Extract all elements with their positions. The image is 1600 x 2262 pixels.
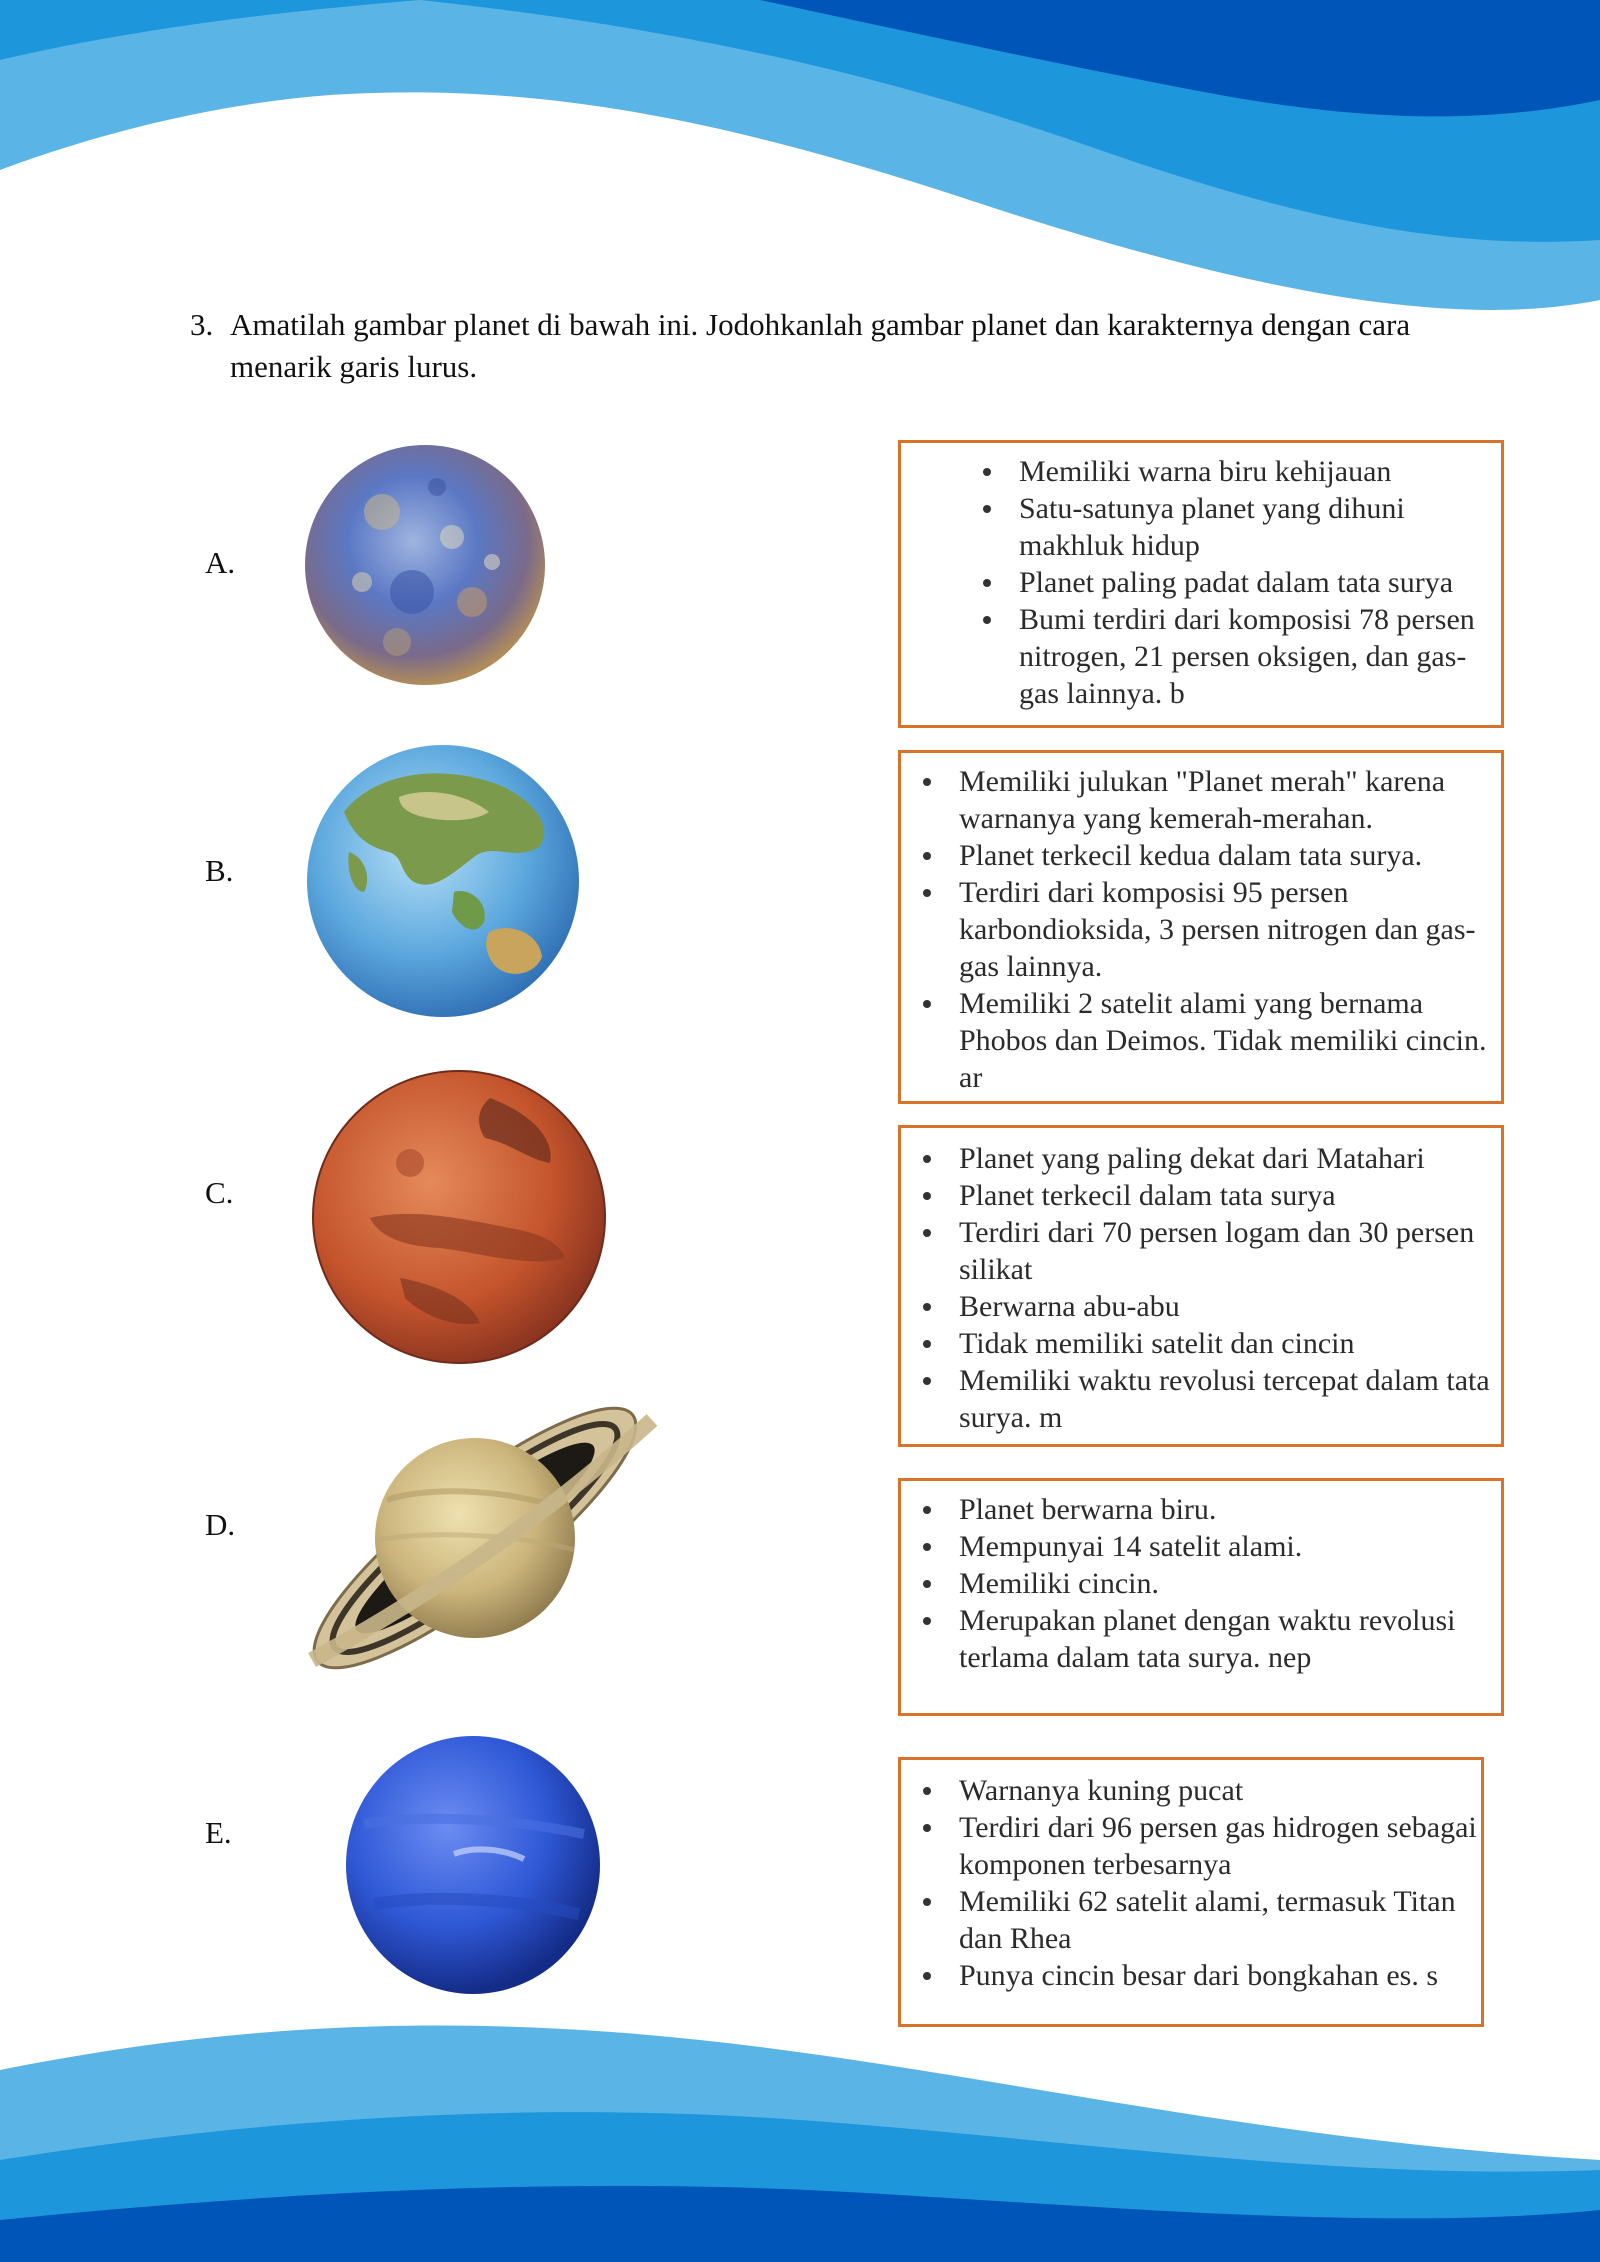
header-wave-decoration	[0, 0, 1600, 330]
list-item: Planet terkecil kedua dalam tata surya.	[959, 837, 1501, 874]
list-item: Satu-satunya planet yang dihuni makhluk hidup	[1019, 490, 1501, 564]
characteristics-list-5	[959, 1772, 1481, 1994]
planet-saturn-image	[282, 1390, 668, 1686]
option-letter-e: E.	[205, 1815, 232, 1850]
planet-mercury-image	[302, 442, 548, 688]
planet-earth-image	[304, 742, 582, 1020]
characteristics-box-1	[898, 440, 1504, 728]
option-letter-a: A.	[205, 545, 236, 580]
list-item: Terdiri dari komposisi 95 persen karbondioksida, 3 persen nitrogen dan gas-gas lainnya.	[959, 874, 1501, 985]
planet-neptune-image	[344, 1734, 602, 1996]
list-item: Memiliki 62 satelit alami, termasuk Titan dan Rhea	[959, 1883, 1481, 1957]
list-item: Planet yang paling dekat dari Matahari	[959, 1140, 1501, 1177]
list-item: Planet berwarna biru.	[959, 1491, 1501, 1528]
planet-mars-image	[310, 1068, 608, 1366]
list-item: Planet terkecil dalam tata surya	[959, 1177, 1501, 1214]
characteristics-box-4	[898, 1478, 1504, 1716]
list-item: Memiliki waktu revolusi tercepat dalam tata surya. m	[959, 1362, 1501, 1436]
list-item: Terdiri dari 96 persen gas hidrogen sebagai komponen terbesarnya	[959, 1809, 1481, 1883]
question-text: Amatilah gambar planet di bawah ini. Jodohkanlah gambar planet dan karakternya dengan cara menarik garis lurus.	[230, 307, 1411, 384]
characteristics-list-3	[959, 1140, 1501, 1436]
question-number: 3.	[190, 307, 214, 342]
characteristics-list-2	[959, 763, 1501, 1096]
list-item: Memiliki julukan "Planet merah" karena warnanya yang kemerah-merahan.	[959, 763, 1501, 837]
list-item: Merupakan planet dengan waktu revolusi terlama dalam tata surya. nep	[959, 1602, 1501, 1676]
list-item: Punya cincin besar dari bongkahan es. s	[959, 1957, 1481, 1994]
option-letter-d: D.	[205, 1507, 236, 1542]
characteristics-box-2	[898, 750, 1504, 1104]
question	[190, 304, 1430, 388]
characteristics-box-5	[898, 1757, 1484, 2027]
list-item: Memiliki 2 satelit alami yang bernama Phobos dan Deimos. Tidak memiliki cincin. ar	[959, 985, 1501, 1096]
characteristics-list-4	[959, 1491, 1501, 1676]
list-item: Planet paling padat dalam tata surya	[1019, 564, 1501, 601]
list-item: Mempunyai 14 satelit alami.	[959, 1528, 1501, 1565]
list-item: Memiliki cincin.	[959, 1565, 1501, 1602]
list-item: Terdiri dari 70 persen logam dan 30 persen silikat	[959, 1214, 1501, 1288]
characteristics-box-3	[898, 1125, 1504, 1447]
list-item: Warnanya kuning pucat	[959, 1772, 1481, 1809]
list-item: Tidak memiliki satelit dan cincin	[959, 1325, 1501, 1362]
list-item: Berwarna abu-abu	[959, 1288, 1501, 1325]
option-letter-c: C.	[205, 1175, 234, 1210]
list-item: Memiliki warna biru kehijauan	[1019, 453, 1501, 490]
characteristics-list-1	[1019, 453, 1501, 712]
option-letter-b: B.	[205, 853, 234, 888]
footer-wave-decoration	[0, 2010, 1600, 2262]
list-item: Bumi terdiri dari komposisi 78 persen nitrogen, 21 persen oksigen, dan gas-gas lainnya. b	[1019, 601, 1501, 712]
